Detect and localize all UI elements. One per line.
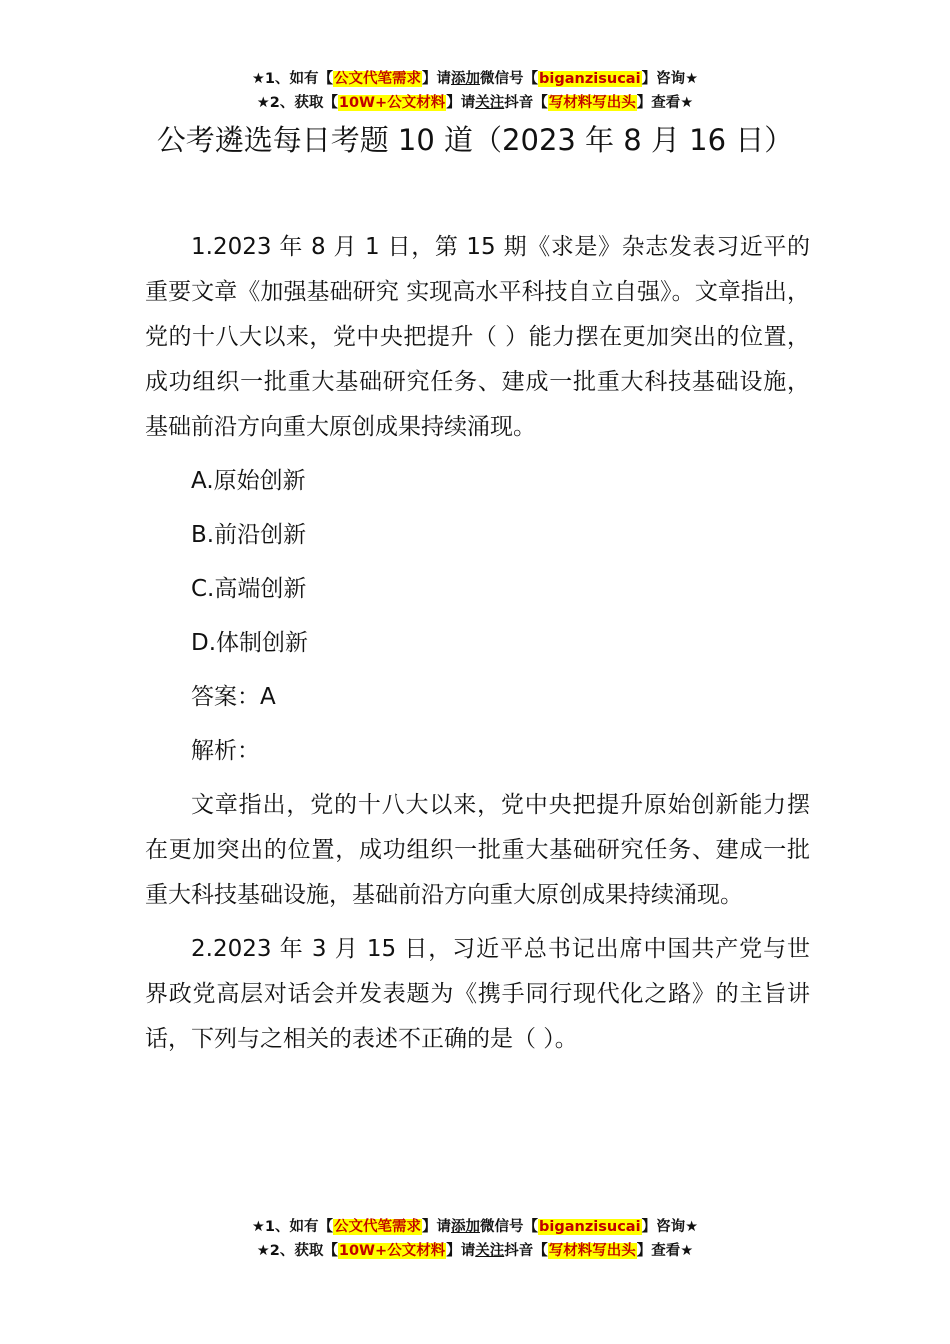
header-banner: [0, 67, 950, 115]
question-1-option-a: A.原始创新: [191, 468, 306, 494]
footer-banner-line-2: ★2、获取【10W+公文材料】请关注抖音【写材料写出头】查看★: [256, 1243, 694, 1259]
wechat-id-highlight: biganzisucai: [539, 1219, 641, 1235]
materials-highlight: 10W+公文材料: [338, 1243, 446, 1259]
banner-line-2: ★2、获取【10W+公文材料】请关注抖音【写材料写出头】查看★: [256, 95, 694, 111]
service-highlight: 公文代笔需求: [334, 1219, 422, 1235]
question-2-stem: 2.2023 年 3 月 15 日，习近平总书记出席中国共产党与世界政党高层对话会并发表题为《携手同行现代化之路》的主旨讲话，下列与之相关的表述不正确的是（ ）。: [145, 936, 810, 1052]
question-1-answer: 答案：A: [191, 684, 276, 710]
question-1-analysis: 文章指出，党的十八大以来，党中央把提升原始创新能力摆在更加突出的位置，成功组织一批重大基础研究任务、建成一批重大科技基础设施，基础前沿方向重大原创成果持续涌现。: [145, 792, 810, 908]
wechat-id-highlight: biganzisucai: [539, 71, 641, 87]
service-highlight: 公文代笔需求: [334, 71, 422, 87]
footer-banner-line-1: ★1、如有【公文代笔需求】请添加微信号【biganzisucai】咨询★: [251, 1219, 699, 1235]
question-1-analysis-label: 解析：: [191, 738, 260, 764]
question-1-stem: 1.2023 年 8 月 1 日，第 15 期《求是》杂志发表习近平的重要文章《加强基础研究 实现高水平科技自立自强》。文章指出，党的十八大以来，党中央把提升（ ）能力摆在更加突出的位置，成功组织一批重大基础研究任务、建成一批重大科技基础设施，基础前沿方向重大原创成果持续涌现。: [145, 234, 810, 440]
question-1-option-c: C.高端创新: [191, 576, 307, 602]
question-1-option-d: D.体制创新: [191, 630, 309, 656]
douyin-account-highlight: 写材料写出头: [548, 95, 636, 111]
footer-banner: [0, 1215, 950, 1263]
douyin-account-highlight: 写材料写出头: [548, 1243, 636, 1259]
document-title: 公考遴选每日考题 10 道（2023 年 8 月 16 日）: [156, 123, 794, 157]
materials-highlight: 10W+公文材料: [338, 95, 446, 111]
question-1-option-b: B.前沿创新: [191, 522, 307, 548]
banner-line-1: ★1、如有【公文代笔需求】请添加微信号【biganzisucai】咨询★: [251, 71, 699, 87]
document-body: [145, 225, 810, 1071]
